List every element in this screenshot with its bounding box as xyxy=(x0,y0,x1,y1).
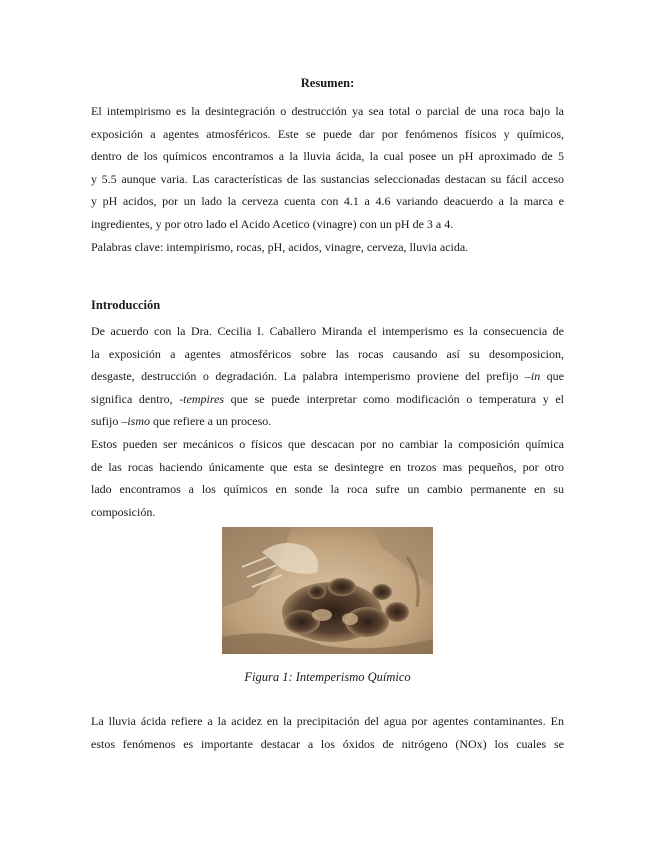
weathered-rock-photo xyxy=(222,527,433,654)
resumen-line: exposición a agentes atmosféricos. Este se puede dar por fenómenos físicos y químicos, xyxy=(91,126,564,141)
intro-text: sufijo xyxy=(91,414,122,429)
keywords-line: Palabras clave: intempirismo, rocas, pH, acidos, vinagre, cerveza, lluvia acida. xyxy=(91,239,469,254)
intro-text: que se puede interpretar como modificación o temperatura y el xyxy=(224,391,564,406)
intro-line: lado encontramos a los químicos en sonde la roca sufre un cambio permanente en su xyxy=(91,482,564,497)
lluvia-line: estos fenómenos es importante destacar a los óxidos de nitrógeno (NOx) los cuales se xyxy=(91,736,564,751)
intro-line: de las rocas haciendo únicamente que esta se desintegre en trozos mas pequeños, por otro xyxy=(91,459,564,474)
suffix-term: –ismo xyxy=(121,414,151,429)
resumen-paragraph xyxy=(91,100,564,258)
introduccion-heading: Introducción xyxy=(91,298,161,312)
intro-text: que refiere a un proceso. xyxy=(150,414,272,429)
intro-text: desgaste, destrucción o degradación. La palabra intemperismo proviene del prefijo xyxy=(91,369,525,384)
lluvia-line: La lluvia ácida refiere a la acidez en la precipitación del agua por agentes contaminantes. En xyxy=(91,714,564,728)
intro-line: composición. xyxy=(91,504,156,519)
resumen-line: y 5.5 aunque varia. Las características de las sustancias seleccionadas destacan su fácil acceso xyxy=(91,171,564,186)
resumen-line: y pH acidos, por un lado la cerveza cuenta con 4.1 a 4.6 variando deacuerdo a la marca e xyxy=(91,194,564,209)
intro-line xyxy=(91,365,564,388)
intro-line xyxy=(91,410,564,433)
intro-line: la exposición a agentes atmosféricos sobre las rocas causando así su desomposicion, xyxy=(91,346,564,361)
introduccion-paragraph xyxy=(91,320,564,523)
intro-line: Estos pueden ser mecánicos o físicos que descacan por no cambiar la composición química xyxy=(91,436,564,451)
resumen-line: dentro de los químicos encontramos a la lluvia ácida, la cual posee un pH aproximado de 5 xyxy=(91,149,564,164)
resumen-title: Resumen: xyxy=(300,76,355,90)
root-term: -tempires xyxy=(179,391,225,406)
intro-text: significa dentro, xyxy=(91,391,180,406)
resumen-line: ingredientes, y por otro lado el Acido Acetico (vinagre) con un pH de 3 a 4. xyxy=(91,216,454,231)
figure-caption: Figura 1: Intemperismo Químico xyxy=(244,670,411,684)
prefix-term: –in xyxy=(524,369,541,384)
intro-line: De acuerdo con la Dra. Cecilia I. Caballero Miranda el intemperismo es la consecuencia de xyxy=(91,324,564,338)
intro-text: que xyxy=(540,369,564,384)
lluvia-paragraph xyxy=(91,710,564,755)
intro-line xyxy=(91,388,564,411)
resumen-line: El intempirismo es la desintegración o destrucción ya sea total o parcial de una roca bajo la xyxy=(91,104,564,118)
